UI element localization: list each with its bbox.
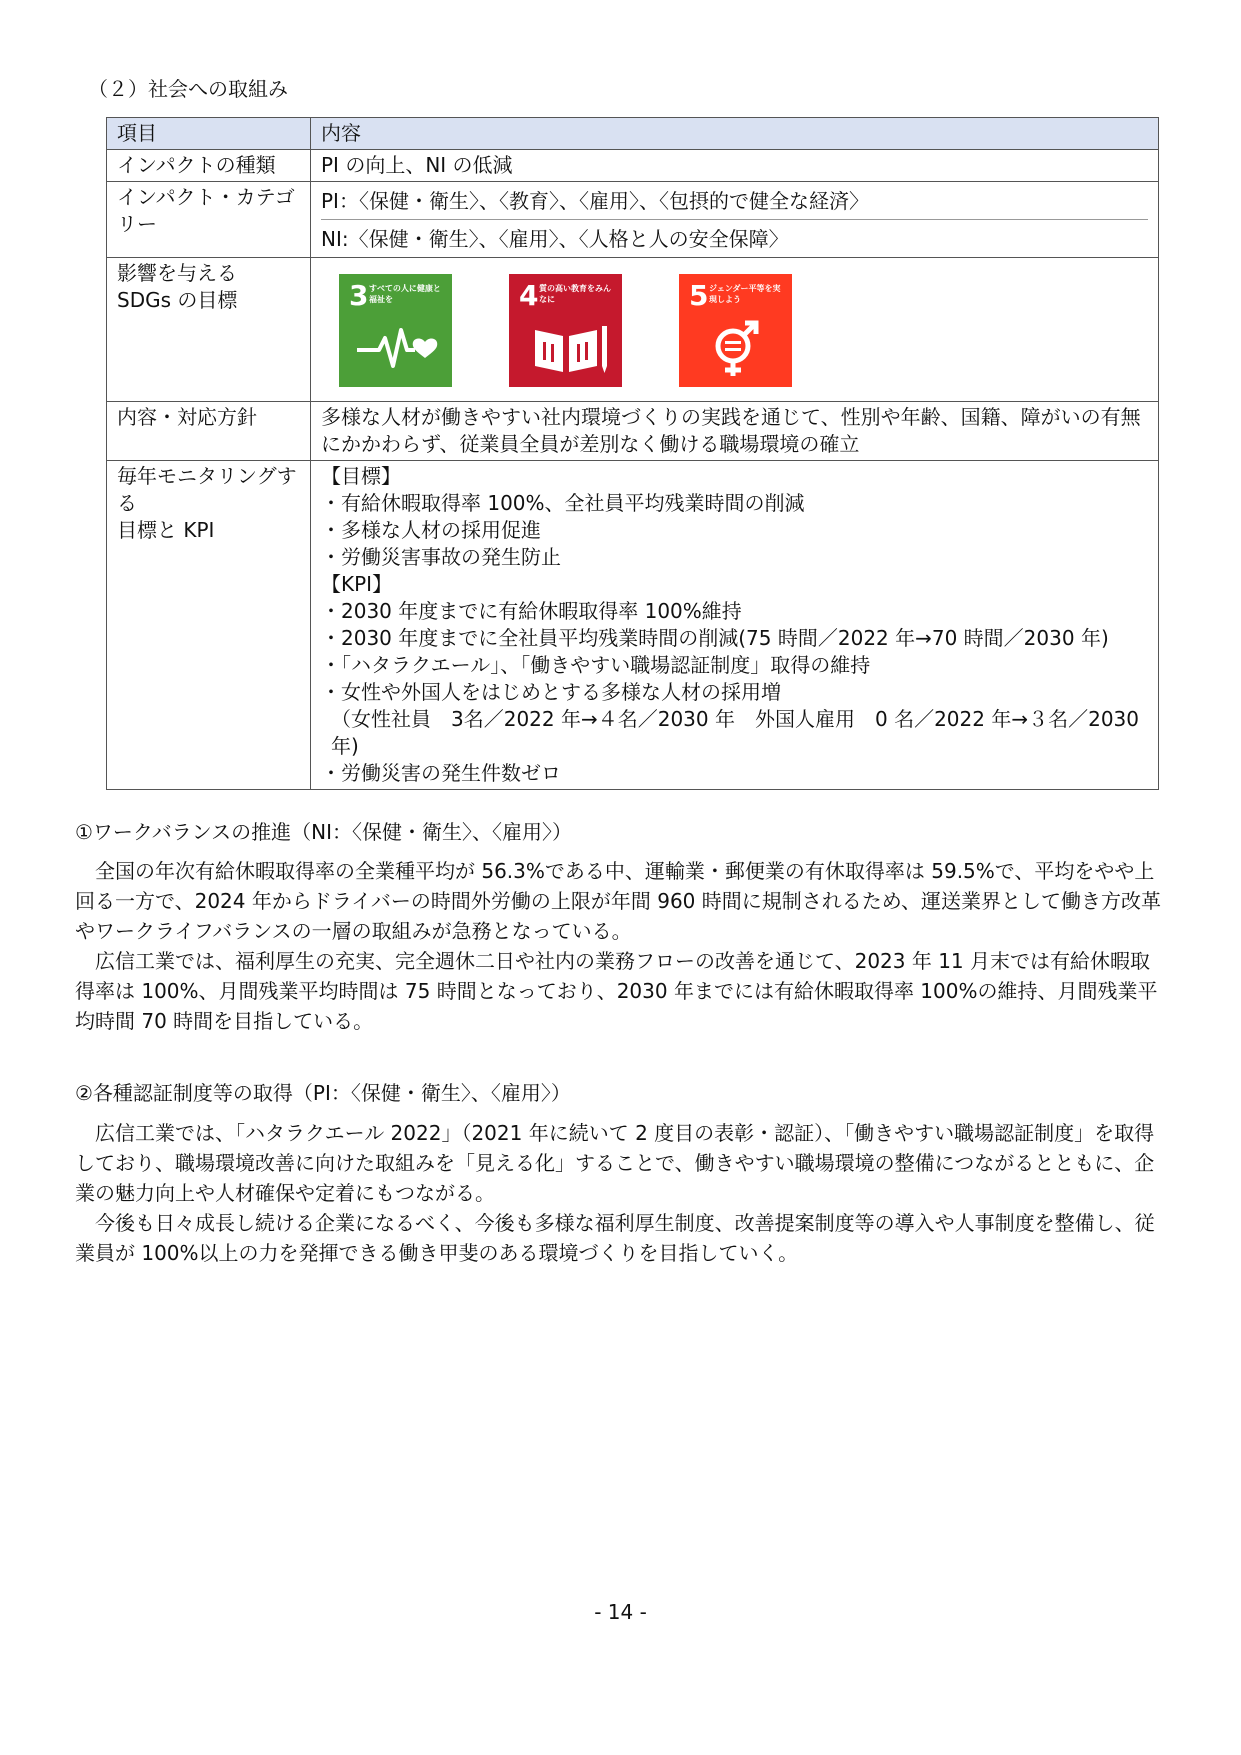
policy-value: 多様な人材が働きやすい社内環境づくりの実践を通じて、性別や年齢、国籍、障がいの有無にかかわらず、従業員全員が差別なく働ける職場環境の確立	[311, 402, 1159, 461]
table-row-sdgs	[107, 258, 1159, 402]
paragraph: 全国の年次有給休暇取得率の全業種平均が 56.3%である中、運輸業・郵便業の有休取得率は 59.5%で、平均をやや上回る一方で、2024 年からドライバーの時間外労働の上限が年間 960 時間に規制されるため、運送業界として働き方改革やワークライフバランスの一層の取組みが急務となっている。	[75, 859, 1161, 943]
page-number: - 14 -	[594, 1600, 647, 1624]
section-heading-work-balance: ①ワークバランスの推進（NI：〈保健・衛生〉、〈雇用〉）	[75, 820, 572, 844]
gender-equality-icon	[679, 274, 792, 387]
section-heading-certification: ②各種認証制度等の取得（PI：〈保健・衛生〉、〈雇用〉）	[75, 1081, 571, 1105]
sdg-goal-text: 質の高い教育をみんなに	[539, 284, 611, 304]
book-icon	[509, 274, 622, 387]
impact-category-label: インパクト・カテゴリー	[107, 182, 311, 258]
monitoring-line: ・2030 年度までに全社員平均残業時間の削減(75 時間／2022 年→70 時間／2030 年)	[321, 626, 1109, 650]
sdg-goal-text: すべての人に健康と福祉を	[369, 284, 441, 304]
monitoring-line: ・有給休暇取得率 100%、全社員平均残業時間の削減	[321, 491, 805, 515]
paragraph: 今後も日々成長し続ける企業になるべく、今後も多様な福利厚生制度、改善提案制度等の導入や人事制度を整備し、従業員が 100%以上の力を発揮できる働き甲斐のある環境づくりを目指していく。	[75, 1211, 1155, 1265]
impact-type-label: インパクトの種類	[107, 150, 311, 182]
monitoring-label-line1: 毎年モニタリングする	[117, 464, 297, 515]
sdg-goal-number: 4	[519, 279, 539, 312]
table-row-policy	[107, 402, 1159, 461]
paragraph: 広信工業では、「ハタラクエール 2022」（2021 年に続いて 2 度目の表彰・認証）、「働きやすい職場認証制度」を取得しており、職場環境改善に向けた取組みを「見える化」することで、働きやすい職場環境の整備につながるとともに、企業の魅力向上や人材確保や定着にもつながる。	[75, 1121, 1155, 1205]
impact-category-value	[311, 182, 1159, 258]
sdgs-label	[107, 258, 311, 402]
monitoring-label	[107, 461, 311, 790]
impact-category-ni: NI:〈保健・衛生〉、〈雇用〉、〈人格と人の安全保障〉	[321, 219, 1148, 257]
sdgs-label-line2: SDGs の目標	[117, 288, 238, 312]
impact-category-pi: PI：〈保健・衛生〉、〈教育〉、〈雇用〉、〈包摂的で健全な経済〉	[321, 189, 869, 213]
monitoring-line: （女性社員 3名／2022 年→４名／2030 年 外国人雇用 0 名／2022 年→３名／2030 年)	[331, 707, 1139, 758]
sdg-goal-5	[679, 274, 792, 387]
monitoring-line: ・「ハタラクエール」、「働きやすい職場認証制度」取得の維持	[321, 653, 871, 677]
monitoring-value	[311, 461, 1159, 790]
info-table	[106, 117, 1159, 790]
sdg-goal-number: 3	[349, 279, 369, 312]
impact-type-value: PI の向上、NI の低減	[311, 150, 1159, 182]
heartbeat-icon	[339, 274, 452, 387]
table-header-row	[107, 118, 1159, 150]
table-row-monitoring	[107, 461, 1159, 790]
monitoring-line: ・多様な人材の採用促進	[321, 518, 541, 542]
monitoring-line: ・2030 年度までに有給休暇取得率 100%維持	[321, 599, 742, 623]
paragraph: 広信工業では、福利厚生の充実、完全週休二日や社内の業務フローの改善を通じて、2023 年 11 月末では有給休暇取得率は 100%、月間残業平均時間は 75 時間となっており、2030 年までには有給休暇取得率 100%の維持、月間残業平均時間 70 時間を目指している。	[75, 949, 1158, 1033]
monitoring-line: ・女性や外国人をはじめとする多様な人材の採用増	[321, 680, 781, 704]
sdg-icon-row	[321, 260, 1148, 399]
section-title: （２）社会への取組み	[88, 77, 288, 101]
sdg-goal-number: 5	[689, 279, 709, 312]
sdg-goal-3	[339, 274, 452, 387]
sdgs-label-line1: 影響を与える	[117, 261, 237, 285]
sdg-goal-text: ジェンダー平等を実現しよう	[709, 284, 781, 304]
header-label: 項目	[107, 118, 311, 150]
monitoring-line: 【KPI】	[321, 572, 393, 596]
monitoring-line: ・労働災害事故の発生防止	[321, 545, 561, 569]
table-row-impact-category	[107, 182, 1159, 258]
monitoring-label-line2: 目標と KPI	[117, 518, 215, 542]
header-value: 内容	[311, 118, 1159, 150]
monitoring-line: 【目標】	[321, 464, 401, 488]
monitoring-line: ・労働災害の発生件数ゼロ	[321, 761, 561, 785]
sdgs-icons-cell	[311, 258, 1159, 402]
sdg-goal-4	[509, 274, 622, 387]
policy-label: 内容・対応方針	[107, 402, 311, 461]
table-row-impact-type	[107, 150, 1159, 182]
